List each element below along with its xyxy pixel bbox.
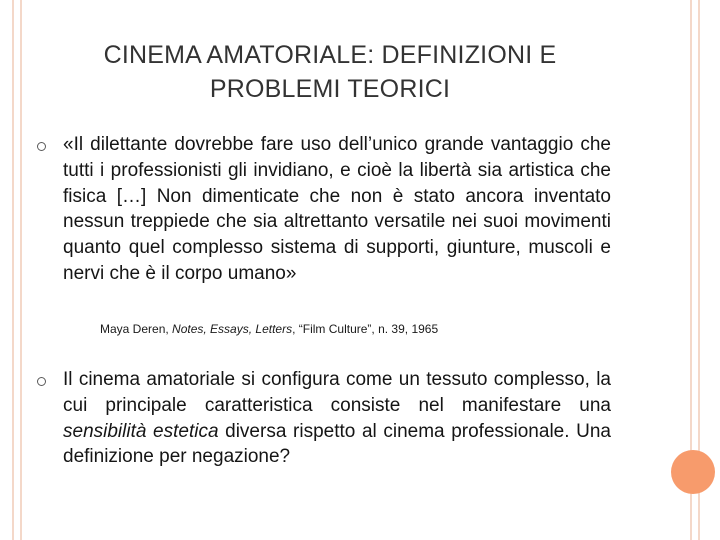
bullet-item-definition bbox=[63, 367, 611, 470]
left-border-line-outer bbox=[12, 0, 14, 540]
quote-citation bbox=[100, 321, 438, 337]
bullet-circle-icon bbox=[37, 142, 46, 151]
quote-text: «Il dilettante dovrebbe fare uso dell’unico grande vantaggio che tutti i professionisti gli invidiano, e cioè la libertà sia artistica che fisica […] Non dimenticate che non è stato ancora inventato nessun treppiede che sia altrettanto versatile nei suoi movimenti quanto quel complesso sistema di supporti, giunture, muscoli e nervi che è il corpo umano» bbox=[63, 134, 611, 284]
bullet-circle-icon bbox=[37, 377, 46, 386]
citation-author: Maya Deren, bbox=[100, 322, 173, 336]
title-line-2: PROBLEMI TEORICI bbox=[209, 75, 451, 103]
definition-text-after: diversa rispetto al cinema professionale. Una definizione per negazione? bbox=[63, 420, 611, 468]
definition-text-before: Il cinema amatoriale si configura come un tessuto complesso, la cui principale caratteristica consiste nel manifestare una bbox=[63, 369, 611, 416]
left-border-line-inner bbox=[20, 0, 22, 540]
slide-title bbox=[30, 38, 630, 106]
bullet-item-quote bbox=[63, 132, 611, 287]
title-line-1: CINEMA AMATORIALE: DEFINIZIONI E bbox=[103, 41, 557, 69]
definition-emphasis: sensibilità estetica bbox=[63, 420, 219, 442]
citation-work-title: Notes, Essays, Letters bbox=[172, 322, 293, 336]
decorative-orange-circle bbox=[671, 450, 715, 494]
citation-source: , “Film Culture”, n. 39, 1965 bbox=[292, 322, 439, 336]
